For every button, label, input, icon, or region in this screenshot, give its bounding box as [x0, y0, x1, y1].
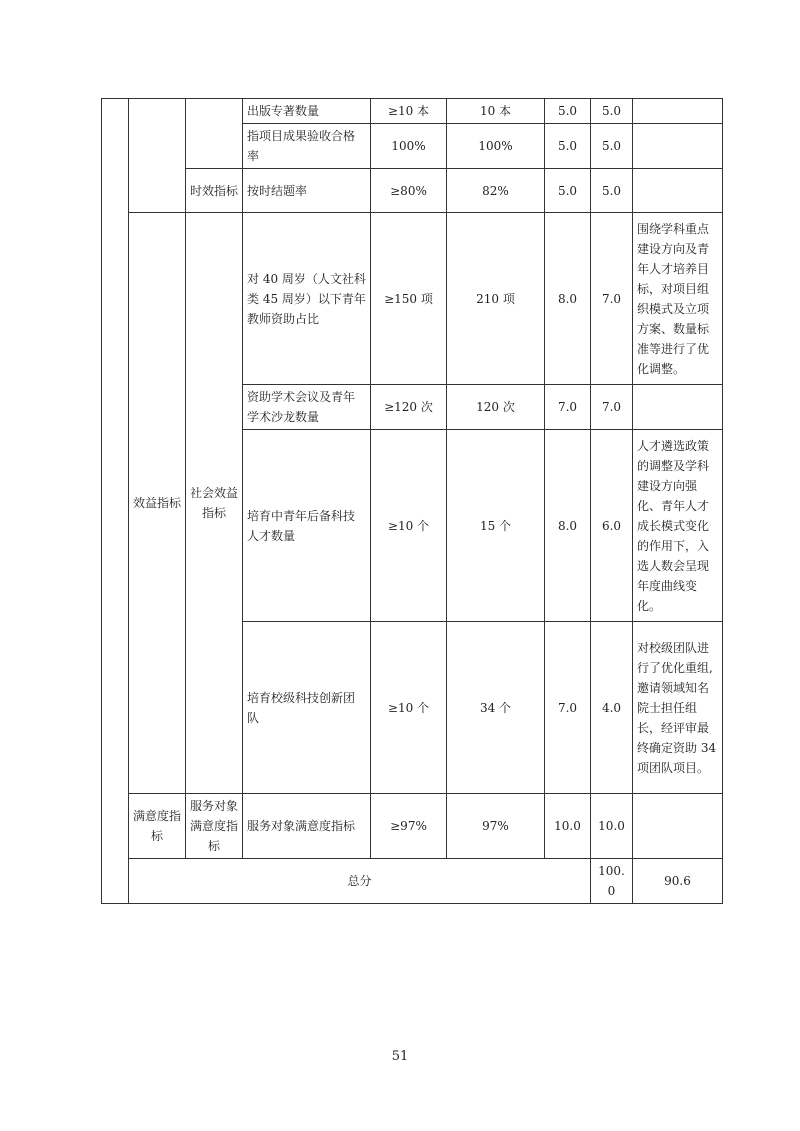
level1-cell [102, 99, 129, 904]
deviation-note-cell [633, 169, 723, 213]
score-cell: 5.0 [591, 99, 633, 124]
score-cell: 10.0 [591, 794, 633, 859]
score-cell: 7.0 [591, 385, 633, 430]
indicator-cell: 按时结题率 [243, 169, 371, 213]
weight-cell: 7.0 [545, 385, 591, 430]
weight-cell: 5.0 [545, 99, 591, 124]
table-row [102, 169, 723, 213]
deviation-note-cell: 对校级团队进行了优化重组,邀请领域知名院士担任组长，经评审最终确定资助 34 项团队项目。 [633, 622, 723, 794]
target-value-cell: ≥150 项 [371, 213, 447, 385]
target-value-cell: ≥80% [371, 169, 447, 213]
deviation-note-cell [633, 124, 723, 169]
table-row [102, 794, 723, 859]
deviation-note-cell: 围绕学科重点建设方向及青年人才培养目标，对项目组织模式及立项方案、数量标准等进行了优化调整。 [633, 213, 723, 385]
page-number: 51 [391, 1049, 409, 1064]
indicator-cell: 服务对象满意度指标 [243, 794, 371, 859]
weight-cell: 10.0 [545, 794, 591, 859]
target-value-cell: ≥120 次 [371, 385, 447, 430]
target-value-cell: ≥10 个 [371, 430, 447, 622]
actual-value-cell: 120 次 [447, 385, 545, 430]
actual-value-cell: 82% [447, 169, 545, 213]
level2-cell [129, 99, 186, 213]
total-row [102, 859, 723, 904]
weight-cell: 5.0 [545, 124, 591, 169]
performance-indicator-table [101, 98, 723, 904]
target-value-cell: ≥10 个 [371, 622, 447, 794]
indicator-cell: 资助学术会议及青年学术沙龙数量 [243, 385, 371, 430]
deviation-note-cell [633, 99, 723, 124]
actual-value-cell: 15 个 [447, 430, 545, 622]
weight-cell: 7.0 [545, 622, 591, 794]
weight-cell: 5.0 [545, 169, 591, 213]
indicator-cell: 培育校级科技创新团队 [243, 622, 371, 794]
deviation-note-cell [633, 794, 723, 859]
weight-cell: 8.0 [545, 430, 591, 622]
total-weight: 100.0 [591, 859, 633, 904]
total-score: 90.6 [633, 859, 723, 904]
indicator-cell: 指项目成果验收合格率 [243, 124, 371, 169]
primary-indicator-label: 满意度指标 [129, 794, 186, 859]
target-value-cell: ≥97% [371, 794, 447, 859]
indicator-cell: 出版专著数量 [243, 99, 371, 124]
secondary-indicator-label: 社会效益指标 [186, 213, 243, 794]
actual-value-cell: 10 本 [447, 99, 545, 124]
table-row [102, 99, 723, 124]
score-cell: 5.0 [591, 169, 633, 213]
weight-cell: 8.0 [545, 213, 591, 385]
deviation-note-cell [633, 385, 723, 430]
secondary-indicator-label: 时效指标 [186, 169, 243, 213]
secondary-indicator-label: 服务对象满意度指标 [186, 794, 243, 859]
total-label: 总分 [129, 859, 591, 904]
actual-value-cell: 210 项 [447, 213, 545, 385]
table-row [102, 213, 723, 385]
deviation-note-cell: 人才遴选政策的调整及学科建设方向强化、青年人才成长模式变化的作用下，入选人数会呈现年度曲线变化。 [633, 430, 723, 622]
score-cell: 5.0 [591, 124, 633, 169]
actual-value-cell: 100% [447, 124, 545, 169]
score-cell: 7.0 [591, 213, 633, 385]
target-value-cell: 100% [371, 124, 447, 169]
indicator-cell: 培育中青年后备科技人才数量 [243, 430, 371, 622]
actual-value-cell: 97% [447, 794, 545, 859]
score-cell: 4.0 [591, 622, 633, 794]
target-value-cell: ≥10 本 [371, 99, 447, 124]
indicator-cell: 对 40 周岁（人文社科类 45 周岁）以下青年教师资助占比 [243, 213, 371, 385]
level3-cell [186, 99, 243, 169]
actual-value-cell: 34 个 [447, 622, 545, 794]
primary-indicator-label: 效益指标 [129, 213, 186, 794]
score-cell: 6.0 [591, 430, 633, 622]
